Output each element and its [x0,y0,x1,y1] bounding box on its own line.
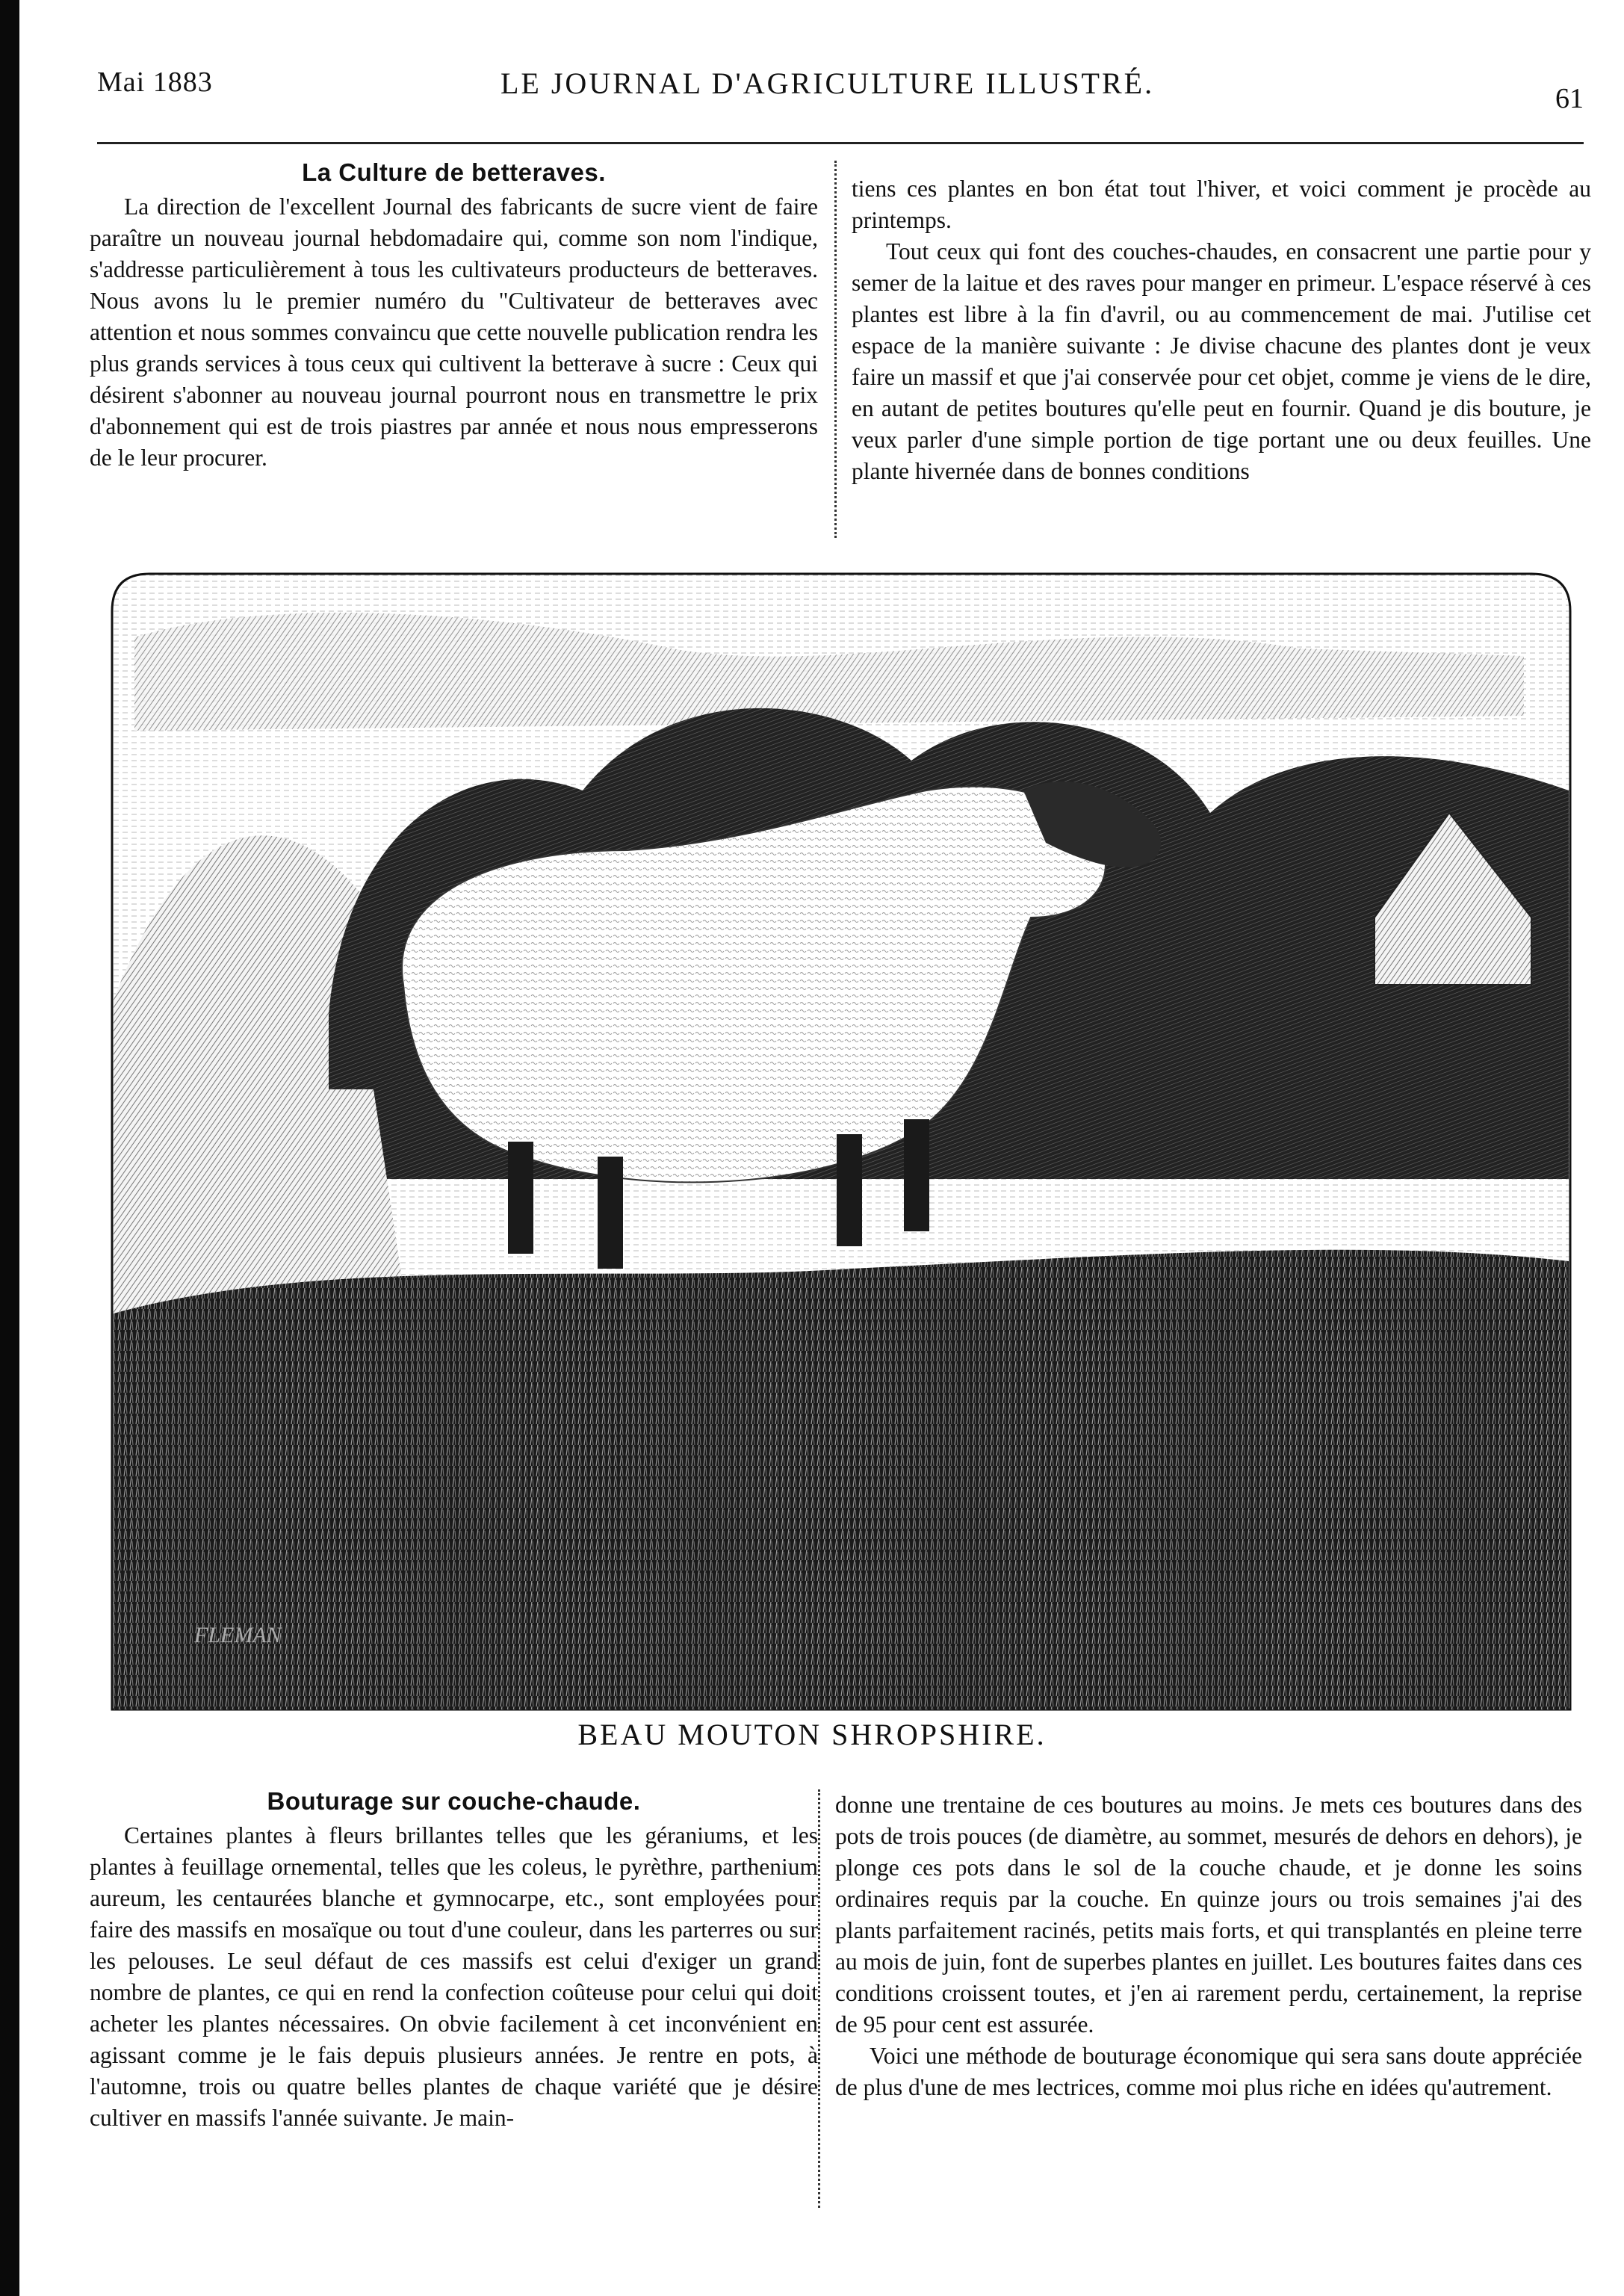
article-betteraves [90,157,818,474]
article-title: Bouturage sur couche-chaude. [267,1787,641,1815]
column-divider [834,161,837,538]
article-paragraph: tiens ces plantes en bon état tout l'hiver, et voici comment je procède au printemps. [852,176,1591,233]
page-number: 61 [1555,83,1584,114]
issue-date: Mai 1883 [97,66,213,98]
article-bouturage [90,1786,818,2134]
article-paragraph: Voici une méthode de bouturage économique qui sera sans doute appréciée de plus d'une de mes lectrices, comme moi plus riche en idées qu'autrement. [835,2043,1582,2100]
article-paragraph: La direction de l'excellent Journal des fabricants de sucre vient de faire paraître un nouveau journal hebdomadaire qui, comme son nom l'indique, s'addresse particulièrement à tous les cultivateurs producteurs de betteraves. Nous avons lu le premier numéro du "Cultivateur de betteraves avec attention et nous sommes convaincu que cette nouvelle publication rendra les plus grands services à tous ceux qui cultivent la betterave à sucre : Ceux qui désirent s'abonner au nouveau journal pourront nous en transmettre le prix d'abonnement qui est de trois piastres par année et nous nous empresserons de le leur procurer. [90,194,818,471]
article-paragraph: donne une trentaine de ces boutures au moins. Je mets ces boutures dans des pots de trois pouces (de diamètre, au sommet, mesurés de dehors en dehors), je plonge ces pots dans le sol de la couche chaude, et je donne les soins ordinaires requis par la couche. En quinze jours ou trois semaines j'ai des plants parfaitement racinés, petits mais forts, et qui transplantés en pleine terre au mois de juin, font de superbes plantes en juillet. Les boutures faites dans ces conditions croissent toutes, et j'en ai rarement perdu, certainement, la reprise de 95 pour cent est assurée. [835,1792,1582,2037]
engraving-illustration [105,566,1578,1717]
column-divider [818,1789,820,2208]
article-paragraph: Certaines plantes à fleurs brillantes telles que les géraniums, et les plantes à feuillage ornemental, telles que les coleus, le pyrèthre, parthenium aureum, les centaurées blanche et gymnocarpe, etc., sont employées pour faire des massifs en mosaïque ou tout d'une couleur, dans les parterres ou sur les pelouses. Le seul défaut de ces massifs est celui d'exiger un grand nombre de plantes, ce qui en rend la confection coûteuse pour celui qui doit acheter les plantes nécessaires. On obvie facilement à cet inconvénient en agissant comme je le fais depuis plusieurs années. Je rentre en pots, à l'automne, trois ou quatre belles plantes de chaque variété que je désire cultiver en massifs l'année suivante. Je main- [90,1822,818,2131]
engraving-shropshire-sheep [105,566,1578,1717]
article-continued-right [852,173,1591,487]
article-bouturage-continued [835,1789,1582,2103]
engraver-signature: FLEMAN [194,1623,282,1647]
article-title: La Culture de betteraves. [302,158,606,186]
figure-caption: BEAU MOUTON SHROPSHIRE. [577,1718,1047,1751]
article-paragraph: Tout ceux qui font des couches-chaudes, en consacrent une partie pour y semer de la laitue et des raves pour manger en primeur. L'espace réservé à ces plantes est libre à la fin d'avril, ou au commencement de mai. J'utilise cet espace de la manière suivante : Je divise chacune des plantes dont je veux faire un massif et que j'ai conservée pour cet objet, comme je viens de le dire, en autant de petites boutures qu'elle peut en fournir. Quand je dis bouture, je veux parler d'une simple portion de tige portant une ou deux feuilles. Une plante hivernée dans de bonnes conditions [852,238,1591,484]
header-rule [97,142,1584,144]
left-binding-edge [0,0,19,2296]
page-header [97,58,1584,118]
journal-title: LE JOURNAL D'AGRICULTURE ILLUSTRÉ. [500,66,1155,100]
